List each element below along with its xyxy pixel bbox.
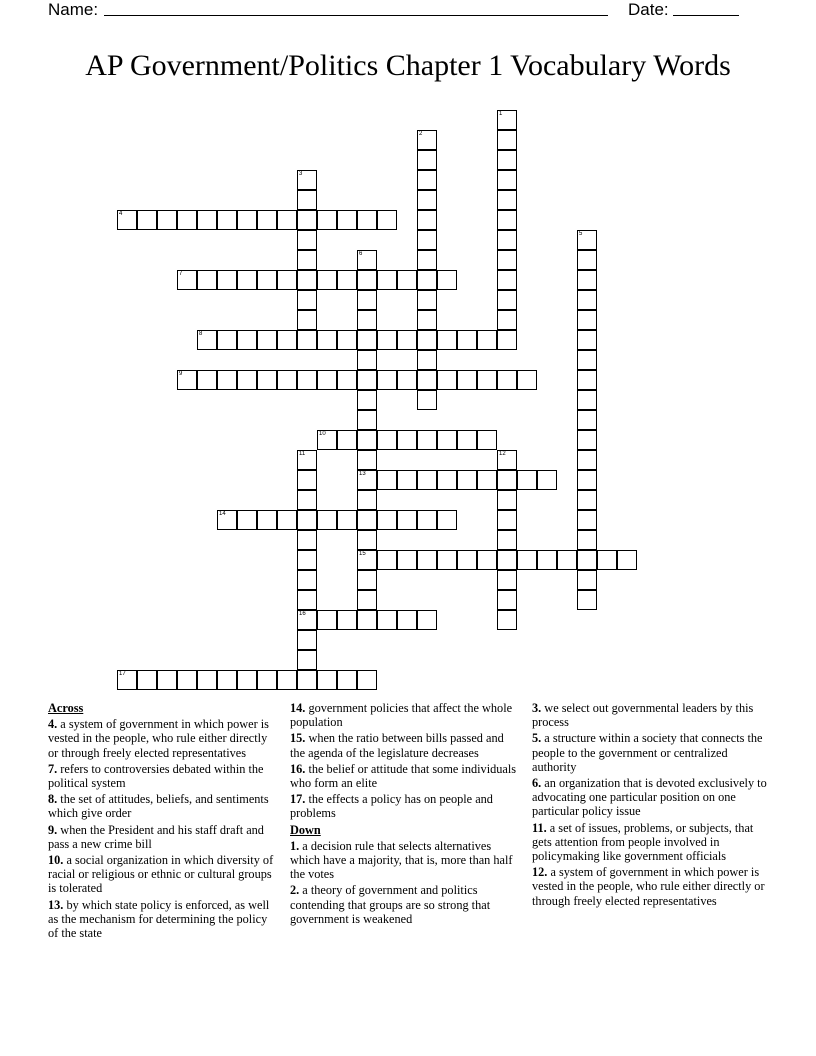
crossword-cell[interactable] (497, 250, 517, 270)
clue-item-text: the set of attitudes, beliefs, and sentiments which give order (48, 792, 269, 821)
crossword-cell[interactable] (377, 470, 397, 490)
crossword-cell[interactable] (217, 510, 237, 530)
crossword-cell[interactable] (177, 670, 197, 690)
clue-item (48, 762, 276, 790)
clue-number: 14 (219, 511, 226, 517)
crossword-cell[interactable] (457, 430, 477, 450)
crossword-cell[interactable] (217, 370, 237, 390)
crossword-cell[interactable] (357, 530, 377, 550)
clue-item-number: 7. (48, 761, 58, 776)
clue-number: 17 (119, 671, 126, 677)
clue-item-number: 10. (48, 853, 64, 868)
crossword-cell[interactable] (357, 390, 377, 410)
crossword-cell[interactable] (417, 290, 437, 310)
crossword-cell[interactable] (617, 550, 637, 570)
crossword-cell[interactable] (417, 130, 437, 150)
crossword-cell[interactable] (497, 190, 517, 210)
clue-number: 3 (299, 171, 303, 177)
clue-number: 9 (179, 371, 183, 377)
crossword-cell[interactable] (297, 190, 317, 210)
page-title: AP Government/Politics Chapter 1 Vocabulary Words (85, 49, 731, 82)
clue-column-3 (532, 701, 768, 910)
crossword-cell[interactable] (417, 370, 437, 390)
crossword-cell[interactable] (497, 570, 517, 590)
crossword-cell[interactable] (497, 310, 517, 330)
crossword-cell[interactable] (197, 670, 217, 690)
crossword-cell[interactable] (457, 370, 477, 390)
crossword-cell[interactable] (317, 670, 337, 690)
crossword-cell[interactable] (337, 270, 357, 290)
crossword-cell[interactable] (497, 510, 517, 530)
crossword-cell[interactable] (577, 510, 597, 530)
crossword-cell[interactable] (237, 270, 257, 290)
crossword-cell[interactable] (417, 270, 437, 290)
crossword-cell[interactable] (577, 370, 597, 390)
crossword-cell[interactable] (237, 370, 257, 390)
crossword-cell[interactable] (297, 510, 317, 530)
crossword-cell[interactable] (477, 550, 497, 570)
name-label: Name: (48, 0, 99, 19)
crossword-cell[interactable] (277, 510, 297, 530)
crossword-cell[interactable] (357, 470, 377, 490)
crossword-cell[interactable] (577, 410, 597, 430)
crossword-cell[interactable] (377, 210, 397, 230)
clue-number: 10 (319, 431, 326, 437)
crossword-cell[interactable] (577, 310, 597, 330)
crossword-cell[interactable] (357, 370, 377, 390)
clue-item (290, 839, 520, 882)
crossword-cell[interactable] (497, 230, 517, 250)
crossword-cell[interactable] (477, 370, 497, 390)
crossword-cell[interactable] (377, 370, 397, 390)
clue-number: 1 (499, 111, 503, 117)
crossword-cell[interactable] (277, 330, 297, 350)
crossword-cell[interactable] (497, 370, 517, 390)
crossword-cell[interactable] (197, 270, 217, 290)
crossword-cell[interactable] (357, 330, 377, 350)
crossword-cell[interactable] (357, 590, 377, 610)
crossword-cell[interactable] (377, 430, 397, 450)
crossword-cell[interactable] (537, 470, 557, 490)
crossword-cell[interactable] (217, 670, 237, 690)
crossword-cell[interactable] (497, 590, 517, 610)
crossword-cell[interactable] (277, 210, 297, 230)
crossword-cell[interactable] (137, 210, 157, 230)
clue-item-text: by which state policy is enforced, as well as the mechanism for determining the policy of the state (48, 897, 270, 941)
clue-item-number: 1. (290, 838, 300, 853)
clue-item (532, 821, 768, 864)
crossword-cell[interactable] (577, 570, 597, 590)
clue-item-number: 9. (48, 822, 58, 837)
crossword-cell[interactable] (597, 550, 617, 570)
crossword-cell[interactable] (497, 490, 517, 510)
crossword-cell[interactable] (357, 670, 377, 690)
clue-item-number: 17. (290, 792, 306, 807)
crossword-cell[interactable] (397, 610, 417, 630)
clue-number: 2 (419, 131, 423, 137)
crossword-cell[interactable] (297, 450, 317, 470)
crossword-cell[interactable] (297, 470, 317, 490)
clue-number: 8 (199, 331, 203, 337)
clue-item (48, 853, 276, 896)
crossword-cell[interactable] (177, 370, 197, 390)
crossword-cell[interactable] (577, 430, 597, 450)
crossword-cell[interactable] (497, 470, 517, 490)
crossword-cell[interactable] (357, 350, 377, 370)
crossword-cell[interactable] (477, 470, 497, 490)
crossword-cell[interactable] (517, 550, 537, 570)
crossword-cell[interactable] (417, 510, 437, 530)
crossword-cell[interactable] (557, 550, 577, 570)
crossword-cell[interactable] (497, 290, 517, 310)
crossword-cell[interactable] (517, 470, 537, 490)
crossword-cell[interactable] (497, 110, 517, 130)
crossword-cell[interactable] (397, 470, 417, 490)
crossword-cell[interactable] (417, 470, 437, 490)
crossword-cell[interactable] (397, 370, 417, 390)
crossword-cell[interactable] (497, 130, 517, 150)
crossword-cell[interactable] (357, 210, 377, 230)
crossword-cell[interactable] (497, 170, 517, 190)
crossword-cell[interactable] (197, 210, 217, 230)
clue-number: 11 (299, 451, 306, 457)
crossword-cell[interactable] (297, 270, 317, 290)
clue-number: 13 (359, 471, 366, 477)
crossword-cell[interactable] (297, 210, 317, 230)
crossword-cell[interactable] (257, 330, 277, 350)
clue-item-text: when the President and his staff draft and pass a new crime bill (48, 822, 264, 851)
crossword-cell[interactable] (497, 210, 517, 230)
crossword-cell[interactable] (297, 330, 317, 350)
crossword-cell[interactable] (237, 210, 257, 230)
crossword-cell[interactable] (497, 330, 517, 350)
crossword-cell[interactable] (397, 550, 417, 570)
clue-item (290, 883, 520, 926)
crossword-cell[interactable] (417, 150, 437, 170)
crossword-cell[interactable] (357, 610, 377, 630)
clue-section-heading: Down (290, 822, 321, 837)
crossword-cell[interactable] (157, 670, 177, 690)
crossword-cell[interactable] (417, 330, 437, 350)
crossword-cell[interactable] (357, 430, 377, 450)
crossword-cell[interactable] (337, 670, 357, 690)
crossword-cell[interactable] (437, 430, 457, 450)
crossword-cell[interactable] (497, 550, 517, 570)
clue-item (532, 731, 768, 774)
clue-item-text: an organization that is devoted exclusively to advocating one particular position on one particular policy issue (532, 776, 767, 819)
crossword-cell[interactable] (297, 170, 317, 190)
crossword-cell[interactable] (237, 330, 257, 350)
clue-item-text: a social organization in which diversity of racial or religious or ethnic or cultural groups is tolerated (48, 853, 274, 896)
crossword-cell[interactable] (377, 610, 397, 630)
crossword-cell[interactable] (497, 530, 517, 550)
crossword-cell[interactable] (437, 550, 457, 570)
crossword-cell[interactable] (397, 510, 417, 530)
crossword-cell[interactable] (317, 610, 337, 630)
crossword-cell[interactable] (357, 570, 377, 590)
crossword-cell[interactable] (357, 250, 377, 270)
crossword-cell[interactable] (217, 330, 237, 350)
crossword-cell[interactable] (577, 230, 597, 250)
crossword-cell[interactable] (417, 230, 437, 250)
crossword-cell[interactable] (237, 510, 257, 530)
clue-item (290, 762, 520, 790)
crossword-cell[interactable] (437, 270, 457, 290)
clue-item (532, 701, 768, 729)
clue-item-text: the belief or attitude that some individuals who form an elite (290, 761, 517, 791)
crossword-cell[interactable] (397, 270, 417, 290)
crossword-cell[interactable] (457, 330, 477, 350)
crossword-cell[interactable] (577, 290, 597, 310)
clue-item (532, 865, 768, 908)
crossword-cell[interactable] (577, 390, 597, 410)
clue-item-number: 14. (290, 701, 306, 715)
clue-number: 4 (119, 211, 123, 217)
crossword-cell[interactable] (417, 170, 437, 190)
crossword-cell[interactable] (577, 530, 597, 550)
crossword-cell[interactable] (337, 430, 357, 450)
crossword-cell[interactable] (537, 550, 557, 570)
clue-column-1 (48, 701, 276, 942)
crossword-cell[interactable] (257, 210, 277, 230)
clue-item-number: 15. (290, 731, 306, 746)
crossword-cell[interactable] (277, 370, 297, 390)
crossword-cell[interactable] (417, 350, 437, 370)
crossword-cell[interactable] (317, 270, 337, 290)
crossword-cell[interactable] (377, 330, 397, 350)
clue-number: 12 (499, 451, 506, 457)
crossword-cell[interactable] (577, 550, 597, 570)
crossword-cell[interactable] (337, 330, 357, 350)
crossword-cell[interactable] (397, 430, 417, 450)
crossword-cell[interactable] (297, 590, 317, 610)
crossword-cell[interactable] (457, 550, 477, 570)
crossword-cell[interactable] (577, 350, 597, 370)
crossword-cell[interactable] (137, 670, 157, 690)
crossword-cell[interactable] (497, 150, 517, 170)
crossword-cell[interactable] (297, 530, 317, 550)
crossword-cell[interactable] (317, 210, 337, 230)
crossword-cell[interactable] (477, 330, 497, 350)
crossword-cell[interactable] (117, 670, 137, 690)
crossword-cell[interactable] (577, 270, 597, 290)
clue-number: 6 (359, 251, 363, 257)
clue-item (290, 792, 520, 820)
clue-item-number: 8. (48, 792, 58, 807)
clue-item (532, 776, 768, 819)
crossword-cell[interactable] (237, 670, 257, 690)
crossword-cell[interactable] (297, 630, 317, 650)
crossword-cell[interactable] (417, 310, 437, 330)
crossword-cell[interactable] (577, 470, 597, 490)
clue-item (290, 701, 520, 729)
clue-number: 5 (579, 231, 583, 237)
crossword-cell[interactable] (337, 370, 357, 390)
clue-item (48, 898, 276, 941)
crossword-cell[interactable] (297, 230, 317, 250)
crossword-cell[interactable] (297, 650, 317, 670)
crossword-cell[interactable] (437, 510, 457, 530)
clue-number: 15 (359, 551, 366, 557)
crossword-cell[interactable] (297, 370, 317, 390)
crossword-cell[interactable] (477, 430, 497, 450)
clue-item-text: a set of issues, problems, or subjects, that gets attention from people involved in policymaking like government officials (532, 820, 754, 864)
crossword-cell[interactable] (197, 330, 217, 350)
crossword-cell[interactable] (317, 330, 337, 350)
clue-item-text: the effects a policy has on people and problems (290, 792, 493, 821)
clue-item-text: a structure within a society that connects the people to the government or centralized authority (532, 731, 763, 774)
crossword-cell[interactable] (417, 610, 437, 630)
clue-item (48, 823, 276, 851)
crossword-cell[interactable] (217, 210, 237, 230)
crossword-cell[interactable] (357, 450, 377, 470)
clue-item-number: 12. (532, 865, 548, 880)
crossword-cell[interactable] (297, 490, 317, 510)
crossword-cell[interactable] (277, 270, 297, 290)
crossword-cell[interactable] (257, 510, 277, 530)
crossword-cell[interactable] (417, 250, 437, 270)
crossword-cell[interactable] (337, 210, 357, 230)
crossword-cell[interactable] (277, 670, 297, 690)
crossword-cell[interactable] (577, 250, 597, 270)
crossword-cell[interactable] (337, 510, 357, 530)
crossword-cell[interactable] (297, 310, 317, 330)
crossword-cell[interactable] (437, 330, 457, 350)
crossword-cell[interactable] (417, 550, 437, 570)
clue-section-heading: Across (48, 701, 84, 715)
crossword-cell[interactable] (197, 370, 217, 390)
clue-number: 16 (299, 611, 306, 617)
crossword-cell[interactable] (357, 510, 377, 530)
clue-number: 7 (179, 271, 183, 277)
crossword-cell[interactable] (397, 330, 417, 350)
clue-item-number: 3. (532, 701, 542, 715)
clue-item-number: 11. (532, 820, 547, 835)
crossword-cell[interactable] (517, 370, 537, 390)
clue-item-text: a system of government in which power is vested in the people, who rule either directly or through freely elected representatives (532, 865, 765, 908)
crossword-cell[interactable] (177, 270, 197, 290)
crossword-cell[interactable] (357, 270, 377, 290)
crossword-cell[interactable] (497, 610, 517, 630)
crossword-cell[interactable] (297, 610, 317, 630)
crossword-cell[interactable] (417, 430, 437, 450)
crossword-cell[interactable] (417, 190, 437, 210)
clue-item-text: government policies that affect the whole population (290, 701, 513, 730)
clue-item-text: a decision rule that selects alternatives which have a majority, that is, more than half the votes (290, 838, 513, 882)
crossword-cell[interactable] (457, 470, 477, 490)
crossword-cell[interactable] (297, 550, 317, 570)
crossword-cell[interactable] (577, 450, 597, 470)
clue-item-number: 2. (290, 883, 300, 898)
crossword-cell[interactable] (337, 610, 357, 630)
clue-item-number: 6. (532, 776, 542, 791)
clue-item (48, 717, 276, 760)
crossword-cell[interactable] (297, 290, 317, 310)
crossword-cell[interactable] (357, 490, 377, 510)
crossword-cell[interactable] (297, 670, 317, 690)
crossword-cell[interactable] (357, 410, 377, 430)
crossword-cell[interactable] (437, 370, 457, 390)
crossword-cell[interactable] (257, 370, 277, 390)
crossword-cell[interactable] (257, 270, 277, 290)
crossword-cell[interactable] (117, 210, 137, 230)
clue-item (290, 731, 520, 759)
crossword-cell[interactable] (257, 670, 277, 690)
crossword-cell[interactable] (357, 310, 377, 330)
clue-item-number: 4. (48, 717, 58, 732)
clue-item-text: we select out governmental leaders by this process (532, 701, 754, 730)
clue-item (48, 792, 276, 820)
crossword-cell[interactable] (317, 430, 337, 450)
date-label: Date: (628, 0, 669, 19)
clue-column-2 (290, 701, 520, 928)
clue-item-text: a system of government in which power is vested in the people, who rule either directly or through freely elected representatives (48, 717, 269, 760)
crossword-cell[interactable] (317, 370, 337, 390)
crossword-cell[interactable] (577, 590, 597, 610)
crossword-cell[interactable] (357, 290, 377, 310)
crossword-cell[interactable] (497, 450, 517, 470)
crossword-cell[interactable] (177, 210, 197, 230)
crossword-cell[interactable] (377, 510, 397, 530)
crossword-cell[interactable] (297, 250, 317, 270)
crossword-cell[interactable] (497, 270, 517, 290)
crossword-cell[interactable] (417, 210, 437, 230)
crossword-cell[interactable] (377, 270, 397, 290)
clue-item-text: refers to controversies debated within the political system (48, 761, 264, 791)
crossword-cell[interactable] (577, 330, 597, 350)
crossword-cell[interactable] (437, 470, 457, 490)
clue-item-text: when the ratio between bills passed and the agenda of the legislature decreases (290, 731, 504, 760)
crossword-cell[interactable] (357, 550, 377, 570)
crossword-cell[interactable] (157, 210, 177, 230)
crossword-cell[interactable] (297, 570, 317, 590)
crossword-cell[interactable] (577, 490, 597, 510)
clue-item-text: a theory of government and politics contending that groups are so strong that government is weakened (290, 883, 491, 926)
crossword-cell[interactable] (217, 270, 237, 290)
clue-item-number: 13. (48, 897, 64, 912)
crossword-cell[interactable] (317, 510, 337, 530)
crossword-cell[interactable] (377, 550, 397, 570)
clue-item-number: 5. (532, 731, 542, 746)
clue-item-number: 16. (290, 761, 306, 776)
crossword-cell[interactable] (417, 390, 437, 410)
